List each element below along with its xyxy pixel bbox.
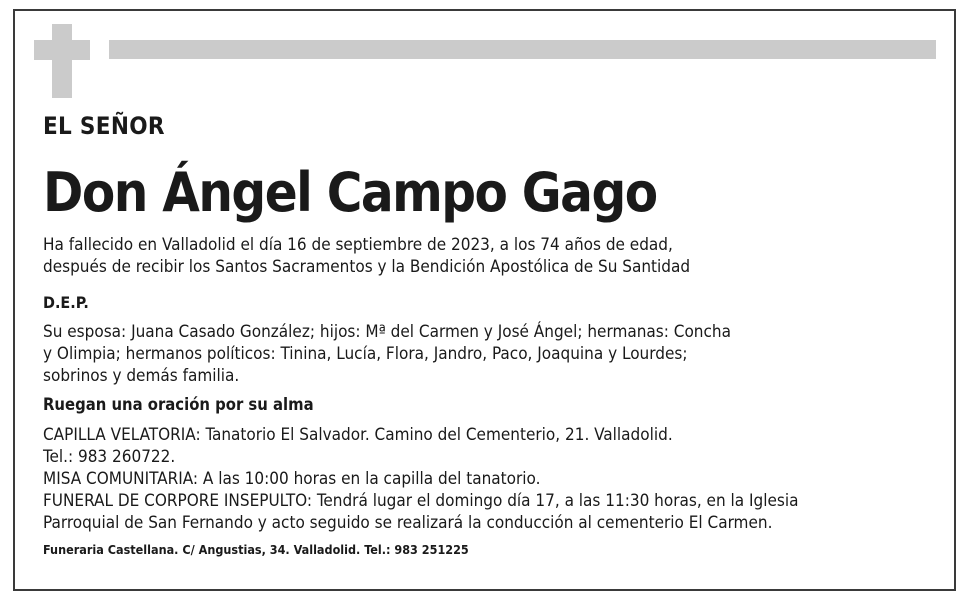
family-line: Su esposa: Juana Casado González; hijos: Mª del Carmen y José Ángel; hermanas: Concha xyxy=(43,322,731,342)
deceased-name: Don Ángel Campo Gago xyxy=(43,161,657,224)
family-line: y Olimpia; hermanos políticos: Tinina, Lucía, Flora, Jandro, Paco, Joaquina y Lourdes; xyxy=(43,344,688,364)
details-line: Parroquial de San Fernando y acto seguido se realizará la conducción al cementerio El Carmen. xyxy=(43,513,773,533)
details-line: MISA COMUNITARIA: A las 10:00 horas en la capilla del tanatorio. xyxy=(43,469,541,489)
announcement-text xyxy=(43,234,690,278)
details-line: Tel.: 983 260722. xyxy=(43,447,176,467)
prayer-request: Ruegan una oración por su alma xyxy=(43,395,314,414)
details-line: CAPILLA VELATORIA: Tanatorio El Salvador. Camino del Cementerio, 21. Valladolid. xyxy=(43,425,673,445)
honorific-label: EL SEÑOR xyxy=(43,112,165,140)
funeral-home-footer: Funeraria Castellana. C/ Angustias, 34. Valladolid. Tel.: 983 251225 xyxy=(43,542,469,557)
details-line: FUNERAL DE CORPORE INSEPULTO: Tendrá lugar el domingo día 17, a las 11:30 horas, en la Iglesia xyxy=(43,491,799,511)
dep-text: D.E.P. xyxy=(43,293,89,312)
announcement-line: después de recibir los Santos Sacramentos y la Bendición Apostólica de Su Santidad xyxy=(43,257,691,277)
cross-icon xyxy=(52,24,72,98)
service-details xyxy=(43,424,798,534)
announcement-line: Ha fallecido en Valladolid el día 16 de septiembre de 2023, a los 74 años de edad, xyxy=(43,235,673,255)
family-text xyxy=(43,321,731,387)
header-rule xyxy=(109,40,936,59)
cross-icon-bar xyxy=(34,40,90,60)
family-line: sobrinos y demás familia. xyxy=(43,366,240,386)
